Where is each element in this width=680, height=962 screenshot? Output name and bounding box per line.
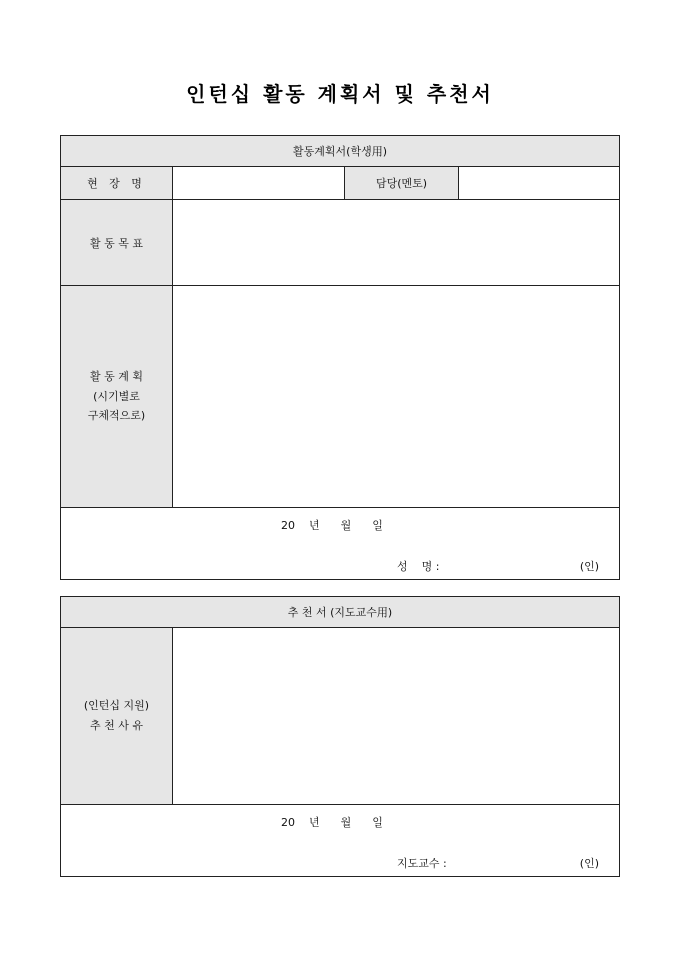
reason-label-line-2: 추 천 사 유	[90, 719, 143, 732]
recommend-header: 추 천 서 (지도교수用)	[61, 597, 620, 628]
site-name-field[interactable]	[173, 167, 345, 200]
page-title: 인턴십 활동 계획서 및 추천서	[186, 82, 494, 106]
plan-label-line-1: 활 동 계 획	[90, 369, 143, 383]
professor-seal: (인)	[579, 856, 599, 870]
reason-label-line-1: (인턴십 지원)	[83, 699, 150, 713]
plan-label	[61, 286, 173, 508]
plan-label-line-2: (시기별로	[93, 389, 140, 403]
plan-field[interactable]	[173, 286, 620, 508]
site-name-label: 현 장 명	[61, 167, 173, 200]
recommend-date: 20 년 월 일	[281, 815, 383, 829]
mentor-field[interactable]	[459, 167, 620, 200]
plan-label-line-3: 구체적으로)	[87, 409, 146, 423]
plan-date-sign-area	[61, 509, 619, 579]
plan-header: 활동계획서(학생用)	[61, 136, 620, 167]
recommend-date-sign-area	[61, 806, 619, 876]
reason-label	[61, 628, 173, 805]
goal-label: 활 동 목 표	[61, 200, 173, 286]
recommendation-table	[60, 596, 620, 877]
professor-name-label: 지도교수 :	[397, 856, 447, 870]
goal-field[interactable]	[173, 200, 620, 286]
mentor-label: 담당(멘토)	[345, 167, 459, 200]
plan-date: 20 년 월 일	[281, 518, 383, 532]
student-name-label: 성 명 :	[397, 559, 440, 573]
student-seal: (인)	[579, 559, 600, 573]
activity-plan-table	[60, 135, 620, 580]
reason-field[interactable]	[173, 628, 620, 805]
